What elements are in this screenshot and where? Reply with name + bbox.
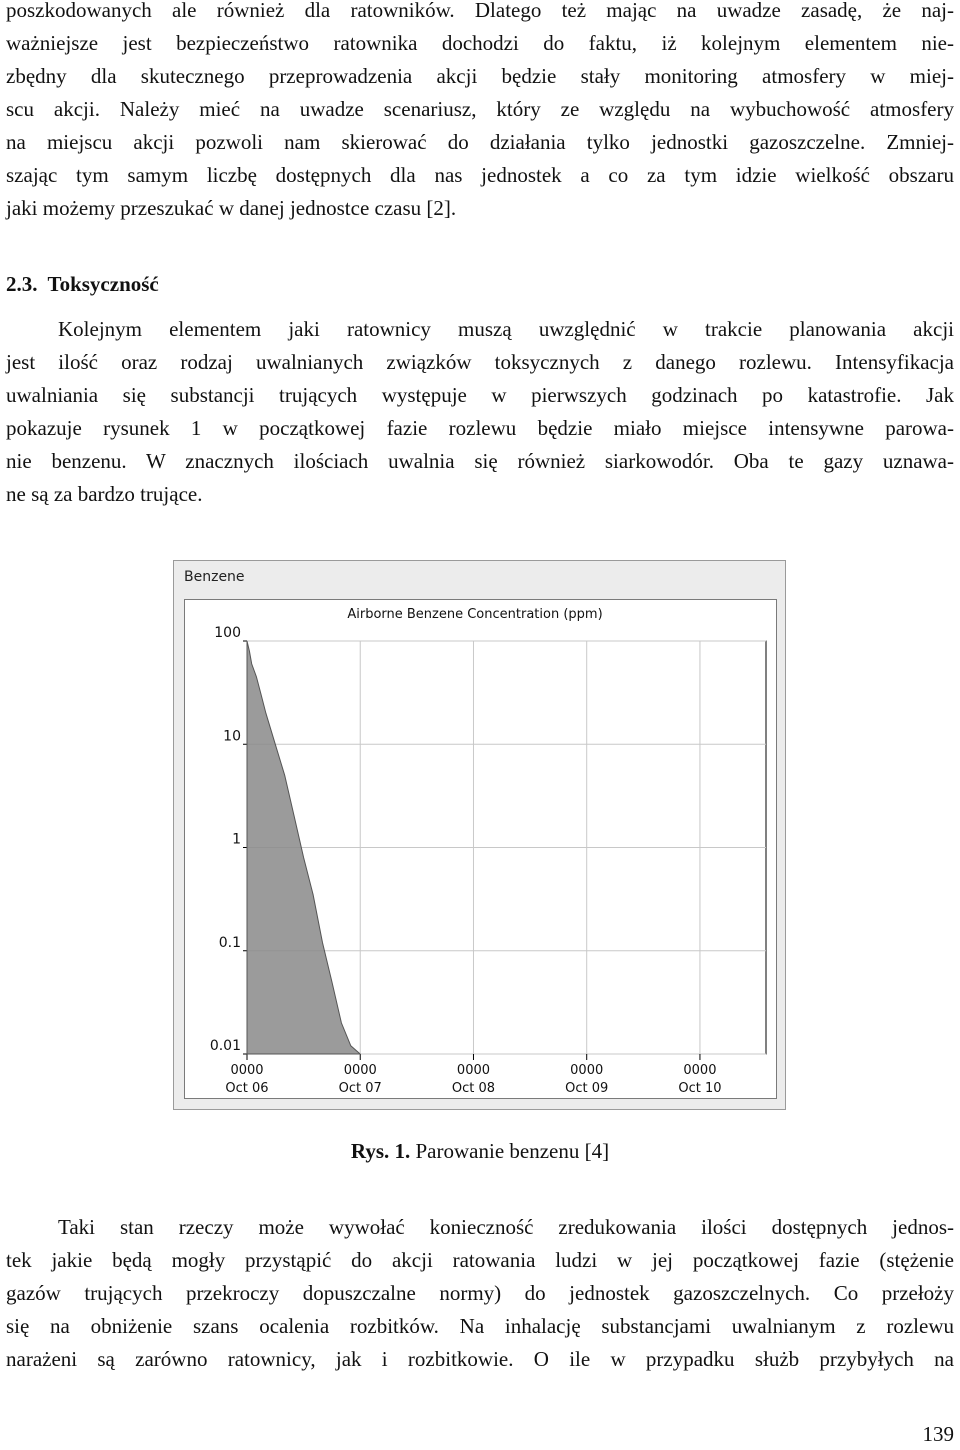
y-tick-label: 0.1 [218,934,241,951]
section-number: 2.3. [6,272,38,296]
x-tick-date-label: Oct 10 [678,1081,722,1096]
x-tick-date-label: Oct 09 [565,1081,609,1096]
x-tick-time-label: 0000 [230,1063,264,1078]
text-line: tek jakie będą mogły przystąpić do akcji ratowania ludzi w jej początkowej fazie (stężenie [6,1248,954,1272]
text-line: narażeni są zarówno ratownicy, jak i rozbitkowie. O ile w przypadku służb przybyłych na [6,1347,954,1371]
chart-panel [184,599,777,1099]
figure-window [173,560,786,1110]
caption-label: Rys. 1. [350,1139,411,1163]
text-line: gazów trujących przekroczy dopuszczalne normy) do jednostek gazoszczelnych. Co przełoży [6,1281,954,1305]
text-line: nie benzenu. W znacznych ilościach uwalnia się również siarkowodór. Oba te gazy uznawa- [6,449,954,473]
x-tick-time-label: 0000 [683,1063,717,1078]
text-line: Kolejnym elementem jaki ratownicy muszą uwzględnić w trakcie planowania akcji [58,317,954,341]
paragraph-3 [6,1211,954,1376]
text-line: Taki stan rzeczy może wywołać konieczność zredukowania ilości dostępnych jednos- [58,1215,954,1239]
x-tick-time-label: 0000 [456,1063,491,1078]
text-line: szając tym samym liczbę dostępnych dla nas jednostek a co za tym idzie wielkość obszaru [6,163,954,187]
y-tick-label: 10 [223,728,241,745]
text-line: na miejscu akcji pozwoli nam skierować do działania tylko jednostki gazoszczelne. Zmniej- [6,130,954,154]
text-line: się na obniżenie szans ocalenia rozbitków. Na inhalację substancjami uwalnianym z rozlewu [6,1314,954,1338]
section-title: Toksyczność [47,272,159,296]
text-line: ne są za bardzo trujące. [6,482,203,506]
caption-text: Parowanie benzenu [4] [415,1139,610,1163]
x-tick-date-label: Oct 07 [338,1081,382,1096]
text-line: poszkodowanych ale również dla ratowników. Dlatego też mając na uwadze zasadę, że naj- [6,0,954,22]
y-tick-label: 100 [214,625,241,641]
figure-window-title: Benzene [184,569,245,585]
section-heading [6,268,169,301]
chart-title: Airborne Benzene Concentration (ppm) [347,607,603,622]
y-tick-label: 1 [232,831,241,848]
text-line: uwalniania się substancji trujących występuje w pierwszych godzinach po katastrofie. Jak [6,383,954,407]
text-line: jaki możemy przeszukać w danej jednostce czasu [2]. [6,196,457,220]
text-line: scu akcji. Należy mieć na uwadze scenariusz, który ze względu na wybuchowość atmosfery [6,97,954,121]
x-tick-date-label: Oct 06 [225,1081,269,1096]
paragraph-2 [6,313,954,511]
text-line: zbędny dla skutecznego przeprowadzenia akcji będzie stały monitoring atmosfery w miej- [6,64,954,88]
text-line: jest ilość oraz rodzaj uwalnianych związków toksycznych z danego rozlewu. Intensyfikacja [6,350,954,374]
benzene-chart [185,600,776,1098]
x-tick-time-label: 0000 [570,1063,604,1078]
page-number: 139 [922,1422,954,1446]
figure-caption [0,1136,960,1166]
x-tick-date-label: Oct 08 [451,1081,496,1096]
text-line: ważniejsze jest bezpieczeństwo ratownika dochodzi do faktu, iż kolejnym elementem nie- [6,31,954,55]
text-line: pokazuje rysunek 1 w początkowej fazie rozlewu będzie miało miejsce intensywne parowa- [6,416,954,440]
y-tick-label: 0.01 [209,1038,241,1054]
paragraph-1 [6,0,954,225]
x-tick-time-label: 0000 [343,1063,377,1078]
